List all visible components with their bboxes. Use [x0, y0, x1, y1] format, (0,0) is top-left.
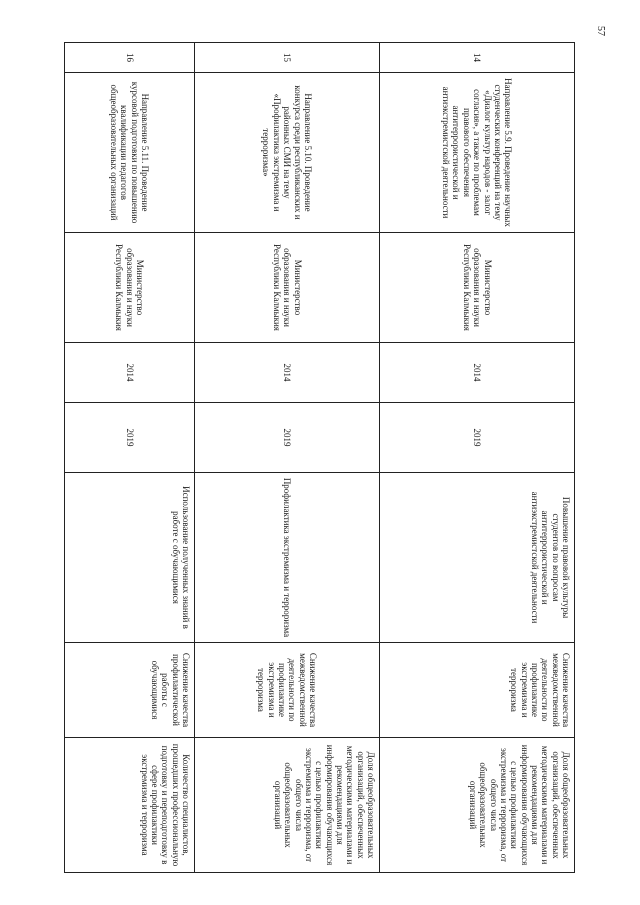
consequence-cell: Снижение качества профилактической работы с обучающимися [65, 643, 195, 738]
end-year-cell: 2019 [195, 403, 380, 473]
activity-cell: Направление 5.10. Проведение конкурса среди республиканских и районных СМИ на тему «Профилактика экстремизма и терроризма» [195, 73, 380, 233]
table-row [380, 43, 575, 873]
indicator-cell: Доля общеобразовательных организаций, обеспеченных методическими материалами и рекомендациями для информирования обучающихся с целью профилактики экстремизма и терроризма, от общего числа общеобразовательных организаций [195, 738, 380, 873]
expected-result-cell: Повышение правовой культуры студентов по вопросам антитеррористической и антиэкстремистской деятельности [380, 473, 575, 643]
start-year-cell: 2014 [195, 343, 380, 403]
start-year-cell: 2014 [65, 343, 195, 403]
rotated-table-container [65, 42, 575, 872]
program-measures-table [64, 42, 575, 873]
executor-cell: Министерство образования и науки Республики Калмыкия [195, 233, 380, 343]
activity-cell: Направление 5.11. Проведение курсовой подготовки по повышению квалификации педагогов общеобразовательных организаций [65, 73, 195, 233]
end-year-cell: 2019 [65, 403, 195, 473]
row-number: 16 [65, 43, 195, 73]
consequence-cell: Снижение качества межведомственной деятельности по профилактике экстремизма и терроризма [195, 643, 380, 738]
executor-cell: Министерство образования и науки Республики Калмыкия [65, 233, 195, 343]
indicator-cell: Доля общеобразовательных организаций, обеспеченных методическими материалами и рекомендациями для информирования обучающихся с целью профилактики экстремизма и терроризма, от общего числа общеобразовательных организаций [380, 738, 575, 873]
activity-cell: Направление 5.9. Проведение научных студенческих конференций на тему «Диалог культур народов - залог согласия», а также по проблемам правового обеспечения антитеррористической и антиэкстремистской деятельности [380, 73, 575, 233]
start-year-cell: 2014 [380, 343, 575, 403]
table-row [65, 43, 195, 873]
consequence-cell: Снижение качества межведомственной деятельности по профилактике экстремизма и терроризма [380, 643, 575, 738]
table-row [195, 43, 380, 873]
indicator-cell: Количество специалистов, прошедших профессиональную подготовку и переподготовку в сфере профилактики экстремизма и терроризма [65, 738, 195, 873]
expected-result-cell: Использование полученных знаний в работе с обучающимися [65, 473, 195, 643]
expected-result-cell: Профилактика экстремизма и терроризма [195, 473, 380, 643]
row-number: 15 [195, 43, 380, 73]
row-number: 14 [380, 43, 575, 73]
page-number: 57 [595, 26, 606, 36]
end-year-cell: 2019 [380, 403, 575, 473]
executor-cell: Министерство образования и науки Республики Калмыкия [380, 233, 575, 343]
